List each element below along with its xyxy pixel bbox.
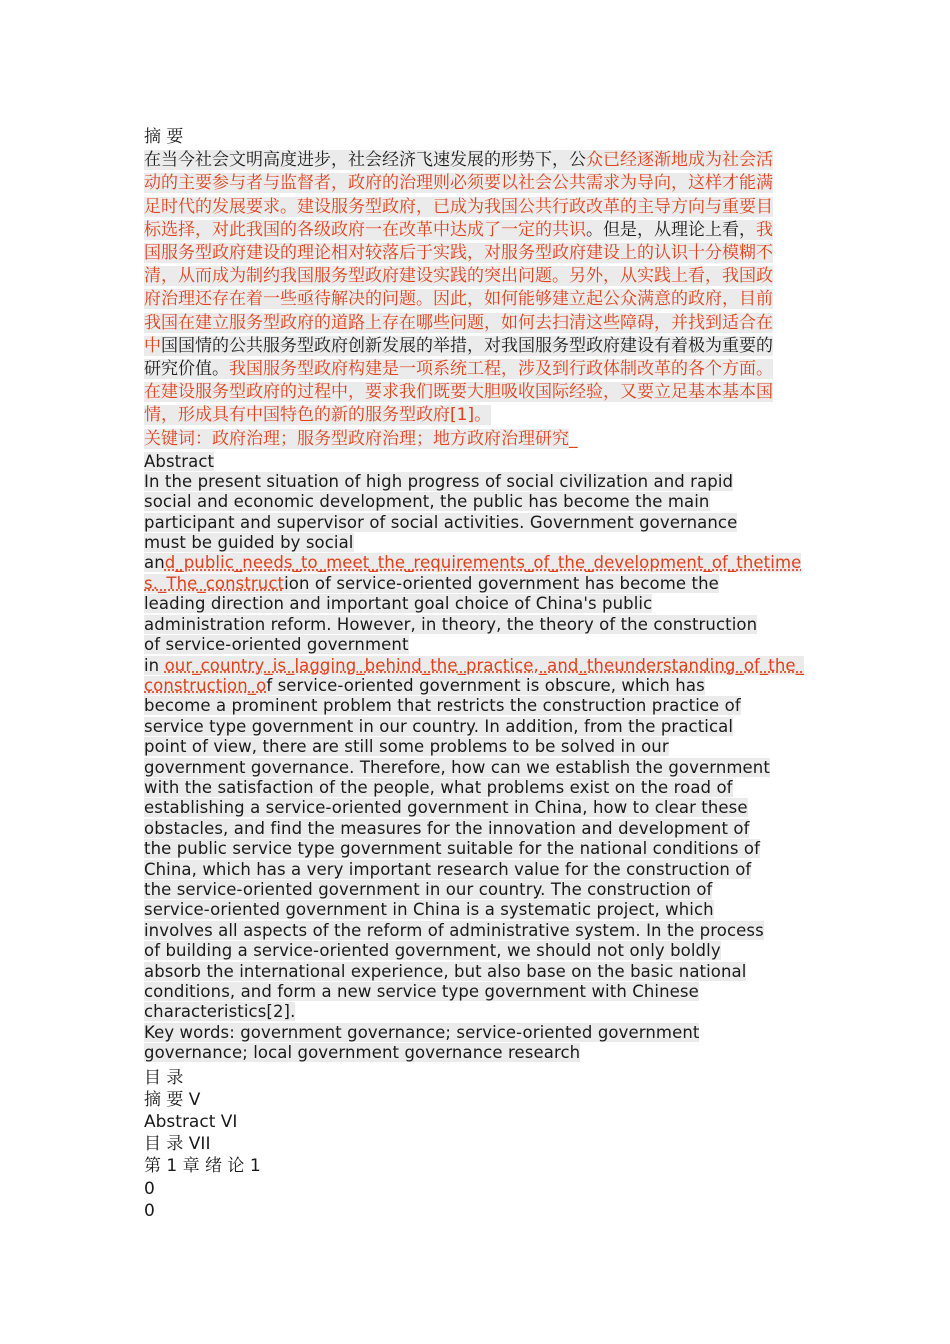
abstract-cn-segment: 标选择，对此我国的各级政府一在改革中达成了一定的共识: [144, 219, 586, 240]
abstract-en-body: [144, 472, 806, 1023]
abstract-cn-segment: 在当今社会文明高度进步，社会经济飞速发展的形势下，公: [144, 150, 586, 171]
abstract-cn-segment: 我国在建立服务型政府的道路上存在哪些问题，如何去扫清这些障碍，并找到适合在: [144, 312, 773, 333]
abstract-en-segment: of building a service-oriented government, we should not only boldly: [144, 941, 721, 961]
abstract-cn-segment: 众已经逐渐地成为社会活: [586, 150, 773, 171]
abstract-cn-line: [144, 312, 806, 335]
abstract-en-segment: administration reform. However, in theory, the theory of the construction: [144, 614, 758, 634]
abstract-en-segment: leading direction and important goal choice of China's public: [144, 594, 653, 614]
abstract-en-segment: an: [144, 553, 165, 573]
abstract-cn-segment: 清，从而成为制约我国服务型政府建设实践的突出问题。另外，从实践上看，我国政: [144, 266, 773, 287]
abstract-cn-line: [144, 172, 806, 195]
abstract-cn-segment: 在建设服务型政府的过程中，要求我们既要大胆吸收国际经验，又要立足基本基本国: [144, 382, 773, 403]
abstract-cn-line: [144, 335, 806, 358]
abstract-en-line: [144, 962, 806, 982]
abstract-en-line: [144, 900, 806, 920]
abstract-en-line: [144, 553, 806, 573]
abstract-en-line: [144, 676, 806, 696]
abstract-cn-line: [144, 265, 806, 288]
abstract-cn-line: [144, 149, 806, 172]
abstract-cn-segment: 我: [756, 219, 773, 240]
abstract-en-segment: participant and supervisor of social activities. Government governance: [144, 512, 738, 532]
abstract-en-line: [144, 594, 806, 614]
abstract-en-line: [144, 982, 806, 1002]
abstract-en-segment: s._The_construct: [144, 573, 285, 593]
abstract-en-line: [144, 574, 806, 594]
keywords-cn: 关键词：政府治理；服务型政府治理；地方政府治理研究_: [144, 428, 578, 449]
abstract-cn-segment: 国服务型政府建设的理论相对较落后于实践，对服务型政府建设上的认识十分模糊不: [144, 243, 773, 264]
abstract-cn-segment: 足时代的发展要求。建设服务型政府，已成为我国公共行政改革的主导方向与重要目: [144, 196, 773, 217]
abstract-cn-line: [144, 219, 806, 242]
abstract-en-line: [144, 1002, 806, 1022]
abstract-en-segment: construction_o: [144, 675, 267, 695]
keywords-en: [144, 1023, 806, 1064]
abstract-cn-line: [144, 381, 806, 404]
abstract-en-line: [144, 533, 806, 553]
abstract-cn-segment: 我国服务型政府构建是一项系统工程，涉及到行政体制改革的各个方面。: [229, 359, 773, 380]
abstract-en-line: [144, 798, 806, 818]
abstract-cn-line: [144, 288, 806, 311]
abstract-en-segment: conditions, and form a new service type government with Chinese: [144, 982, 699, 1001]
abstract-en-line: [144, 839, 806, 859]
table-of-contents: [144, 1067, 806, 1222]
abstract-en-line: [144, 717, 806, 737]
abstract-en-line: [144, 737, 806, 757]
abstract-cn-line: [144, 358, 806, 381]
abstract-en-segment: of service-oriented government: [144, 635, 409, 655]
abstract-en-segment: China, which has a very important research value for the construction of: [144, 859, 752, 879]
abstract-cn-line: [144, 242, 806, 265]
toc-item: 第 1 章 绪 论 1: [144, 1156, 261, 1177]
abstract-cn-segment: 情，形成具有中国特色的新的服务型政府[1]。: [144, 405, 492, 426]
keywords-cn-text: 关键词：政府治理；服务型政府治理；地方政府治理研究: [144, 428, 569, 449]
abstract-cn-segment: 动的主要参与者与监督者，政府的治理则必须要以社会公共需求为导向，这样才能满: [144, 173, 773, 194]
abstract-heading: 摘 要: [144, 127, 184, 147]
abstract-cn-segment: 国国情的公共服务型政府创新发展的举措，对我国服务型政府建设有着极为重要的: [161, 335, 773, 356]
abstract-cn-segment: 。但是，从理论上看，: [586, 219, 756, 240]
abstract-en-line: [144, 472, 806, 492]
abstract-en-segment: In the present situation of high progress of social civilization and rapid: [144, 471, 734, 491]
abstract-cn-line: [144, 404, 806, 427]
abstract-en-line: [144, 880, 806, 900]
abstract-en-segment: establishing a service-oriented government in China, how to clear these: [144, 798, 748, 818]
abstract-en-line: [144, 635, 806, 655]
abstract-en-segment: with the satisfaction of the people, what problems exist on the road of: [144, 777, 733, 797]
abstract-en-segment: absorb the international experience, but also base on the basic national: [144, 961, 747, 981]
abstract-cn-body: [144, 149, 806, 427]
abstract-en-segment: in: [144, 655, 165, 675]
abstract-en-segment: obstacles, and find the measures for the innovation and development of: [144, 818, 750, 838]
abstract-en-segment: become a prominent problem that restricts the construction practice of: [144, 696, 741, 716]
abstract-en-segment: characteristics[2].: [144, 1002, 296, 1022]
abstract-en-line: [144, 819, 806, 839]
abstract-en-segment: government governance. Therefore, how can we establish the government: [144, 757, 770, 777]
abstract-en-segment: social and economic development, the public has become the main: [144, 492, 710, 512]
abstract-en-heading: Abstract: [144, 451, 215, 471]
toc-item: Abstract VI: [144, 1112, 238, 1133]
toc-item: 目 录 VII: [144, 1134, 211, 1155]
abstract-en-segment: involves all aspects of the reform of administrative system. In the process: [144, 920, 764, 940]
abstract-en-line: [144, 615, 806, 635]
keywords-en-line: governance; local government governance research: [144, 1043, 581, 1063]
abstract-cn-segment: 研究价值。: [144, 359, 229, 380]
abstract-en-segment: service-oriented government in China is a systematic project, which: [144, 900, 714, 920]
abstract-en-segment: service type government in our country. In addition, from the practical: [144, 716, 734, 736]
abstract-en-line: [144, 513, 806, 533]
abstract-en-line: [144, 778, 806, 798]
abstract-en-line: [144, 921, 806, 941]
abstract-cn-segment: 中: [144, 335, 161, 356]
abstract-en-segment: f service-oriented government is obscure, which has: [266, 675, 705, 695]
toc-item: 0: [144, 1200, 155, 1221]
abstract-en-segment: ion of service-oriented government has become the: [284, 573, 719, 593]
abstract-en-line: [144, 696, 806, 716]
toc-item: 摘 要 V: [144, 1089, 201, 1110]
abstract-en-line: [144, 941, 806, 961]
abstract-en-segment: point of view, there are still some problems to be solved in our: [144, 737, 669, 757]
abstract-en-line: [144, 758, 806, 778]
abstract-en-line: [144, 860, 806, 880]
abstract-en-segment: d_public_needs_to_meet_the_requirements_of_the_development_of_thetime: [164, 553, 802, 573]
abstract-en-segment: the public service type government suitable for the national conditions of: [144, 839, 760, 859]
abstract-cn-segment: 府治理还存在着一些亟待解决的问题。因此，如何能够建立起公众满意的政府，目前: [144, 289, 773, 310]
abstract-en-segment: our_country_is_lagging_behind_the_practice,_and_theunderstanding_of_the_: [164, 655, 805, 675]
keywords-en-line: Key words: government governance; service-oriented government: [144, 1022, 700, 1042]
toc-items: [144, 1089, 806, 1222]
toc-heading: 目 录: [144, 1067, 184, 1088]
document-page: [144, 126, 806, 1222]
abstract-en-line: [144, 492, 806, 512]
abstract-cn-line: [144, 196, 806, 219]
abstract-en-line: [144, 656, 806, 676]
toc-item: 0: [144, 1178, 155, 1199]
abstract-en-segment: the service-oriented government in our country. The construction of: [144, 879, 713, 899]
abstract-en-segment: must be guided by social: [144, 533, 354, 553]
